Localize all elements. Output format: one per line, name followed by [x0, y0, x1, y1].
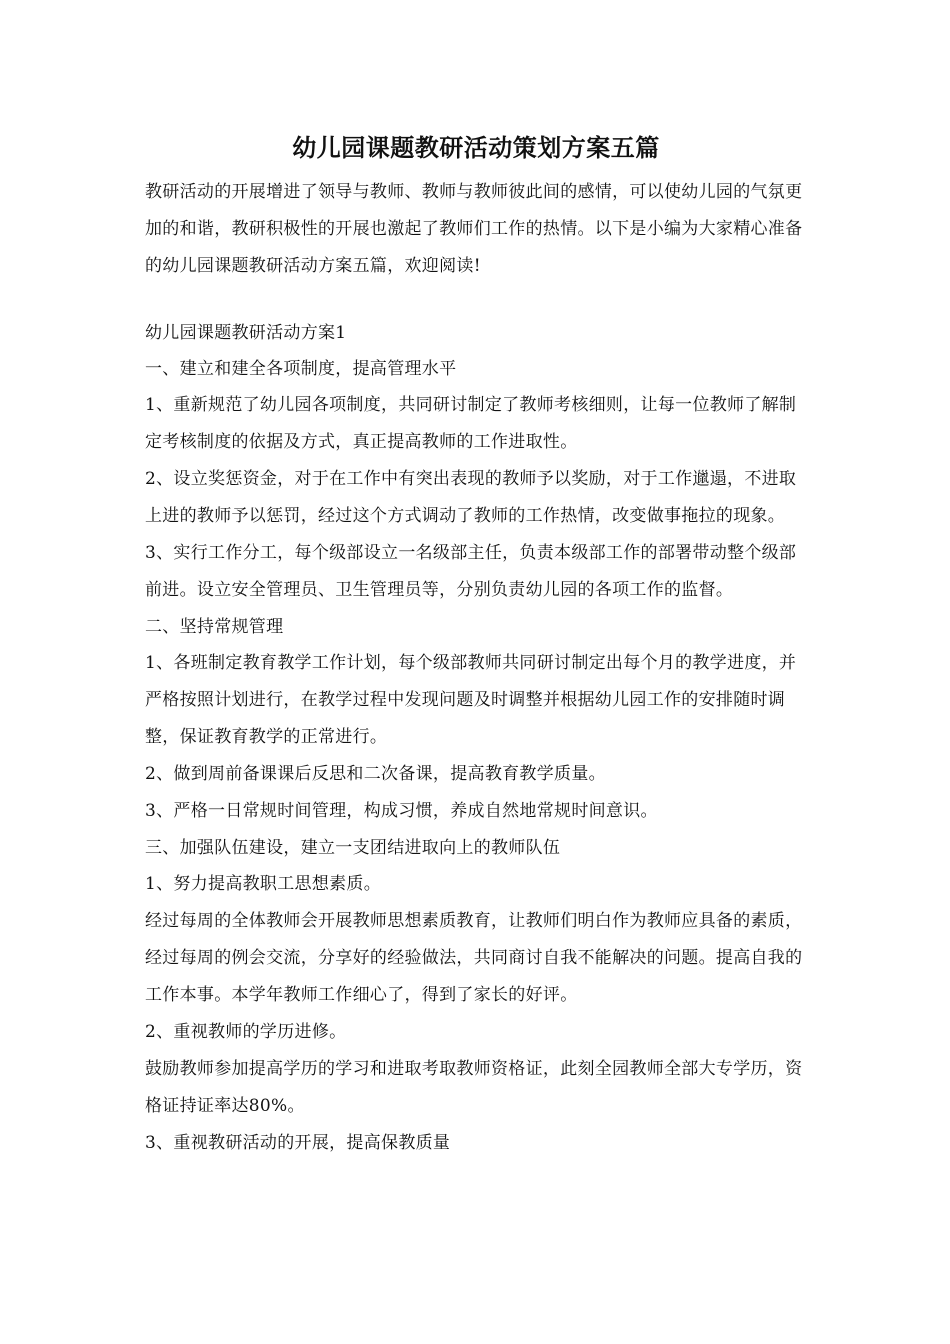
- body-paragraph: 1、各班制定教育教学工作计划，每个级部教师共同研讨制定出每个月的教学进度，并严格按照计划进行，在教学过程中发现问题及时调整并根据幼儿园工作的安排随时调整，保证教育教学的正常进行。: [145, 653, 797, 747]
- body-paragraph: 2、做到周前备课课后反思和二次备课，提高教育教学质量。: [145, 764, 606, 784]
- section-spacer: [145, 285, 807, 315]
- plan-heading: 幼儿园课题教研活动方案1: [145, 323, 347, 343]
- body-paragraph: 3、重视教研活动的开展，提高保教质量: [145, 1133, 451, 1153]
- intro-section: [145, 174, 807, 285]
- intro-paragraph: 教研活动的开展增进了领导与教师、教师与教师彼此间的感情，可以使幼儿园的气氛更加的和谐，教研积极性的开展也激起了教师们工作的热情。以下是小编为大家精心准备的幼儿园课题教研活动方案五篇，欢迎阅读!: [145, 182, 803, 276]
- document-body: [145, 315, 807, 1162]
- body-paragraph: 1、努力提高教职工思想素质。: [145, 874, 382, 894]
- body-paragraph: 2、重视教师的学历进修。: [145, 1022, 347, 1042]
- body-paragraph: 1、重新规范了幼儿园各项制度，共同研讨制定了教师考核细则，让每一位教师了解制定考核制度的依据及方式，真正提高教师的工作进取性。: [145, 395, 797, 452]
- document-page: [145, 128, 807, 1162]
- body-paragraph: 经过每周的全体教师会开展教师思想素质教育，让教师们明白作为教师应具备的素质，经过每周的例会交流，分享好的经验做法，共同商讨自我不能解决的问题。提高自我的工作本事。本学年教师工作细心了，得到了家长的好评。: [145, 911, 803, 1005]
- body-paragraph: 鼓励教师参加提高学历的学习和进取考取教师资格证，此刻全园教师全部大专学历，资格证持证率达80%。: [145, 1059, 803, 1116]
- section-heading-1: 一、建立和建全各项制度，提高管理水平: [145, 359, 457, 379]
- body-paragraph: 3、严格一日常规时间管理，构成习惯，养成自然地常规时间意识。: [145, 801, 658, 821]
- body-paragraph: 3、实行工作分工，每个级部设立一名级部主任，负责本级部工作的部署带动整个级部前进。设立安全管理员、卫生管理员等，分别负责幼儿园的各项工作的监督。: [145, 543, 797, 600]
- section-heading-2: 二、坚持常规管理: [145, 617, 284, 637]
- document-title: 幼儿园课题教研活动策划方案五篇: [292, 133, 660, 162]
- section-heading-3: 三、加强队伍建设，建立一支团结进取向上的教师队伍: [145, 838, 561, 858]
- body-paragraph: 2、设立奖惩资金，对于在工作中有突出表现的教师予以奖励，对于工作邋遢，不进取上进的教师予以惩罚，经过这个方式调动了教师的工作热情，改变做事拖拉的现象。: [145, 469, 797, 526]
